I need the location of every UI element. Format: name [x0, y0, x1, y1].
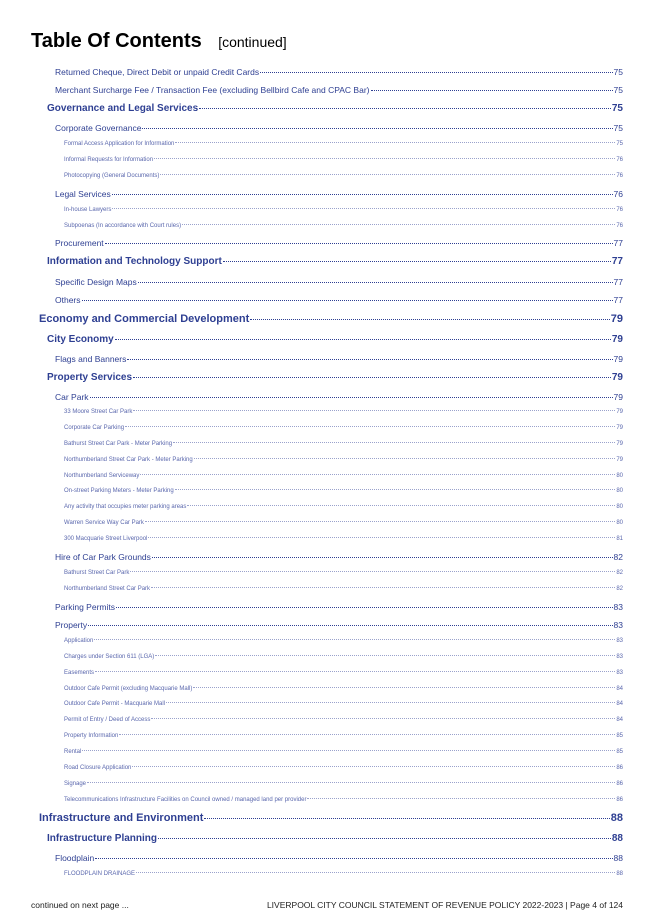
toc-entry-label: City Economy — [47, 334, 114, 345]
toc-entry[interactable] — [55, 277, 623, 287]
toc-entry-page-number: 82 — [616, 570, 623, 576]
toc-entry-page-number: 85 — [616, 733, 623, 739]
toc-leader-dots — [133, 377, 611, 378]
toc-entry-label: Bathurst Street Car Park - Meter Parking — [64, 441, 173, 447]
toc-entry-label: Specific Design Maps — [55, 277, 137, 287]
toc-entry[interactable] — [55, 853, 623, 863]
toc-leader-dots — [204, 818, 609, 819]
toc-leader-dots — [194, 458, 616, 459]
toc-leader-dots — [155, 655, 615, 656]
toc-entry-page-number: 75 — [613, 67, 623, 77]
toc-leader-dots — [87, 782, 615, 783]
toc-entry[interactable] — [64, 536, 623, 542]
toc-entry-page-number: 77 — [611, 256, 623, 267]
toc-entry-page-number: 88 — [613, 853, 623, 863]
toc-entry-label: Governance and Legal Services — [47, 103, 199, 114]
toc-leader-dots — [119, 734, 615, 735]
toc-entry[interactable] — [64, 717, 623, 723]
toc-entry[interactable] — [64, 586, 623, 592]
toc-leader-dots — [138, 282, 613, 283]
toc-entry-label: Procurement — [55, 238, 104, 248]
toc-entry-label: Flags and Banners — [55, 354, 127, 364]
toc-leader-dots — [112, 208, 615, 209]
toc-entry-label: Northumberland Street Car Park — [64, 586, 151, 592]
toc-entry-page-number: 76 — [613, 189, 623, 199]
toc-entry[interactable] — [55, 238, 623, 248]
toc-entry[interactable] — [47, 103, 623, 114]
toc-entry-page-number: 83 — [613, 620, 623, 630]
toc-entry[interactable] — [55, 602, 623, 612]
toc-entry[interactable] — [64, 425, 623, 431]
toc-entry-label: Hire of Car Park Grounds — [55, 552, 151, 562]
toc-entry[interactable] — [64, 749, 623, 755]
toc-entry-label: In-house Lawyers — [64, 207, 112, 213]
toc-leader-dots — [148, 537, 615, 538]
toc-leader-dots — [95, 858, 612, 859]
toc-entry[interactable] — [64, 701, 623, 707]
toc-leader-dots — [199, 108, 611, 109]
toc-entry[interactable] — [64, 173, 623, 179]
toc-entry-page-number: 80 — [616, 473, 623, 479]
toc-entry[interactable] — [64, 141, 623, 147]
toc-entry-page-number: 76 — [616, 173, 623, 179]
toc-entry-page-number: 84 — [616, 701, 623, 707]
toc-entry-page-number: 80 — [616, 520, 623, 526]
toc-entry-page-number: 83 — [616, 654, 623, 660]
toc-entry[interactable] — [39, 812, 623, 824]
toc-leader-dots — [125, 426, 615, 427]
toc-entry[interactable] — [64, 733, 623, 739]
toc-leader-dots — [136, 872, 615, 873]
toc-entry-label: 300 Macquarie Street Liverpool — [64, 536, 148, 542]
toc-entry-label: Subpoenas (In accordance with Court rules) — [64, 223, 182, 229]
toc-entry-label: Information and Technology Support — [47, 256, 222, 267]
toc-entry[interactable] — [55, 620, 623, 630]
toc-entry-label: Outdoor Cafe Permit - Macquarie Mall — [64, 701, 166, 707]
toc-leader-dots — [187, 505, 615, 506]
toc-entry[interactable] — [55, 354, 623, 364]
toc-entry-page-number: 83 — [616, 670, 623, 676]
toc-entry-page-number: 79 — [611, 334, 623, 345]
toc-entry[interactable] — [55, 85, 623, 95]
toc-entry[interactable] — [64, 504, 623, 510]
toc-entry-page-number: 77 — [613, 277, 623, 287]
toc-leader-dots — [133, 410, 615, 411]
toc-entry-label: Easements — [64, 670, 95, 676]
toc-entry-page-number: 83 — [613, 602, 623, 612]
toc-entry[interactable] — [64, 654, 623, 660]
toc-entry[interactable] — [64, 686, 623, 692]
toc-leader-dots — [112, 194, 613, 195]
toc-entry-label: Rental — [64, 749, 82, 755]
toc-entry-page-number: 75 — [613, 85, 623, 95]
toc-entry-label: Formal Access Application for Information — [64, 141, 175, 147]
toc-leader-dots — [151, 587, 615, 588]
toc-entry[interactable] — [64, 797, 623, 803]
toc-leader-dots — [82, 300, 613, 301]
toc-entry-label: Any activity that occupies meter parking areas — [64, 504, 187, 510]
toc-entry[interactable] — [55, 67, 623, 77]
toc-entry[interactable] — [64, 223, 623, 229]
toc-entry-label: Corporate Governance — [55, 123, 142, 133]
toc-entry-page-number: 79 — [616, 441, 623, 447]
toc-entry-label: Northumberland Street Car Park - Meter Parking — [64, 457, 193, 463]
toc-entry-page-number: 79 — [616, 409, 623, 415]
toc-leader-dots — [142, 128, 612, 129]
toc-leader-dots — [152, 557, 613, 558]
toc-entry-label: Car Park — [55, 392, 89, 402]
toc-entry-page-number: 81 — [616, 536, 623, 542]
toc-leader-dots — [250, 319, 609, 320]
toc-entry-label: Economy and Commercial Development — [39, 313, 250, 325]
toc-entry-label: Floodplain — [55, 853, 95, 863]
toc-entry-label: Returned Cheque, Direct Debit or unpaid Credit Cards — [55, 67, 260, 77]
toc-entry-page-number: 75 — [611, 103, 623, 114]
toc-leader-dots — [158, 838, 611, 839]
toc-entry-label: Application — [64, 638, 94, 644]
toc-entry[interactable] — [64, 157, 623, 163]
toc-leader-dots — [88, 625, 612, 626]
toc-entry-page-number: 86 — [616, 765, 623, 771]
toc-entry[interactable] — [55, 295, 623, 305]
toc-entry-page-number: 79 — [613, 354, 623, 364]
toc-entry-label: Corporate Car Parking — [64, 425, 125, 431]
toc-entry-page-number: 75 — [613, 123, 623, 133]
toc-leader-dots — [154, 158, 615, 159]
toc-entry[interactable] — [39, 313, 623, 325]
toc-entry[interactable] — [64, 570, 623, 576]
toc-entry-label: Telecommunications Infrastructure Facilities on Council owned / managed land per provider — [64, 797, 307, 803]
toc-entry-page-number: 76 — [616, 157, 623, 163]
toc-entry-page-number: 84 — [616, 686, 623, 692]
toc-leader-dots — [160, 174, 615, 175]
toc-leader-dots — [175, 142, 615, 143]
toc-entry[interactable] — [64, 488, 623, 494]
toc-entry-page-number: 77 — [613, 295, 623, 305]
toc-entry[interactable] — [64, 520, 623, 526]
toc-entry[interactable] — [47, 256, 623, 267]
toc-leader-dots — [132, 766, 615, 767]
toc-entry[interactable] — [55, 552, 623, 562]
toc-entry-label: Signage — [64, 781, 87, 787]
toc-entry-page-number: 86 — [616, 797, 623, 803]
toc-entry-label: Merchant Surcharge Fee / Transaction Fee (excluding Bellbird Cafe and CPAC Bar) — [55, 85, 370, 95]
toc-leader-dots — [116, 607, 613, 608]
toc-entry-label: Charges under Section 611 (LGA) — [64, 654, 155, 660]
toc-entry-page-number: 88 — [611, 833, 623, 844]
toc-entry-page-number: 80 — [616, 504, 623, 510]
toc-entry-page-number: 88 — [616, 871, 623, 877]
toc-entry[interactable] — [64, 638, 623, 644]
toc-leader-dots — [90, 397, 613, 398]
toc-entry[interactable] — [64, 409, 623, 415]
toc-leader-dots — [140, 474, 615, 475]
toc-entry-page-number: 79 — [616, 425, 623, 431]
toc-entry-label: Road Closure Application — [64, 765, 132, 771]
toc-leader-dots — [166, 702, 615, 703]
toc-leader-dots — [371, 90, 613, 91]
toc-entry-page-number: 82 — [616, 586, 623, 592]
toc-leader-dots — [82, 750, 615, 751]
toc-entry[interactable] — [55, 189, 623, 199]
toc-leader-dots — [260, 72, 612, 73]
toc-entry-page-number: 77 — [613, 238, 623, 248]
toc-leader-dots — [145, 521, 615, 522]
toc-leader-dots — [94, 639, 615, 640]
toc-entry-page-number: 86 — [616, 781, 623, 787]
toc-leader-dots — [182, 224, 615, 225]
toc-entry[interactable] — [47, 833, 623, 844]
toc-entry-page-number: 83 — [616, 638, 623, 644]
toc-entry[interactable] — [64, 207, 623, 213]
toc-entry-page-number: 75 — [616, 141, 623, 147]
toc-entry[interactable] — [47, 372, 623, 383]
toc-entry-page-number: 79 — [616, 457, 623, 463]
toc-entry[interactable] — [47, 334, 623, 345]
toc-entry-label: On-street Parking Meters - Meter Parking — [64, 488, 174, 494]
toc-entry-label: Infrastructure Planning — [47, 833, 158, 844]
toc-entry-label: Photocopying (General Documents) — [64, 173, 160, 179]
toc-entry-label: Property — [55, 620, 88, 630]
toc-entry-page-number: 84 — [616, 717, 623, 723]
toc-entry[interactable] — [64, 765, 623, 771]
toc-entry-label: Northumberland Serviceway — [64, 473, 140, 479]
toc-entry-page-number: 80 — [616, 488, 623, 494]
toc-entry-page-number: 76 — [616, 207, 623, 213]
toc-entry-page-number: 76 — [616, 223, 623, 229]
toc-entry-label: Others — [55, 295, 81, 305]
toc-entry-label: Property Information — [64, 733, 119, 739]
toc-leader-dots — [95, 671, 615, 672]
toc-entry[interactable] — [64, 457, 623, 463]
toc-leader-dots — [175, 489, 616, 490]
toc-entry-page-number: 79 — [613, 392, 623, 402]
toc-leader-dots — [127, 359, 612, 360]
toc-leader-dots — [151, 718, 615, 719]
continued-note: continued on next page ... — [31, 900, 129, 910]
toc-entry-label: Permit of Entry / Deed of Access — [64, 717, 151, 723]
toc-entry[interactable] — [64, 441, 623, 447]
toc-entry[interactable] — [55, 123, 623, 133]
toc-leader-dots — [307, 798, 615, 799]
toc-entry-label: Parking Permits — [55, 602, 115, 612]
toc-entry[interactable] — [64, 473, 623, 479]
toc-entry-label: Property Services — [47, 372, 133, 383]
toc-entry-label: FLOODPLAIN DRAINAGE — [64, 871, 136, 877]
toc-entry-label: Bathurst Street Car Park — [64, 570, 130, 576]
page-footer: LIVERPOOL CITY COUNCIL STATEMENT OF REVENUE POLICY 2022-2023 | Page 4 of 124 — [266, 900, 623, 910]
toc-entry-label: Warren Service Way Car Park — [64, 520, 144, 526]
toc-entry[interactable] — [64, 670, 623, 676]
toc-leader-dots — [193, 687, 615, 688]
toc-entry-label: Legal Services — [55, 189, 111, 199]
toc-entry[interactable] — [55, 392, 623, 402]
toc-entry-page-number: 82 — [613, 552, 623, 562]
toc-leader-dots — [173, 442, 615, 443]
toc-entry[interactable] — [64, 871, 623, 877]
page-title: Table Of Contents — [31, 30, 202, 52]
toc-entry-label: 33 Moore Street Car Park — [64, 409, 133, 415]
toc-entry-page-number: 88 — [610, 812, 623, 824]
toc-entry-label: Outdoor Cafe Permit (excluding Macquarie Mall) — [64, 686, 193, 692]
toc-entry-page-number: 85 — [616, 749, 623, 755]
toc-leader-dots — [115, 339, 611, 340]
toc-entry-label: Infrastructure and Environment — [39, 812, 204, 824]
page-subtitle: [continued] — [218, 34, 287, 50]
toc-entry-label: Informal Requests for Information — [64, 157, 154, 163]
toc-entry[interactable] — [64, 781, 623, 787]
toc-entry-page-number: 79 — [611, 372, 623, 383]
toc-leader-dots — [223, 261, 611, 262]
toc-leader-dots — [130, 571, 615, 572]
toc-entry-page-number: 79 — [610, 313, 623, 325]
toc-leader-dots — [105, 243, 613, 244]
